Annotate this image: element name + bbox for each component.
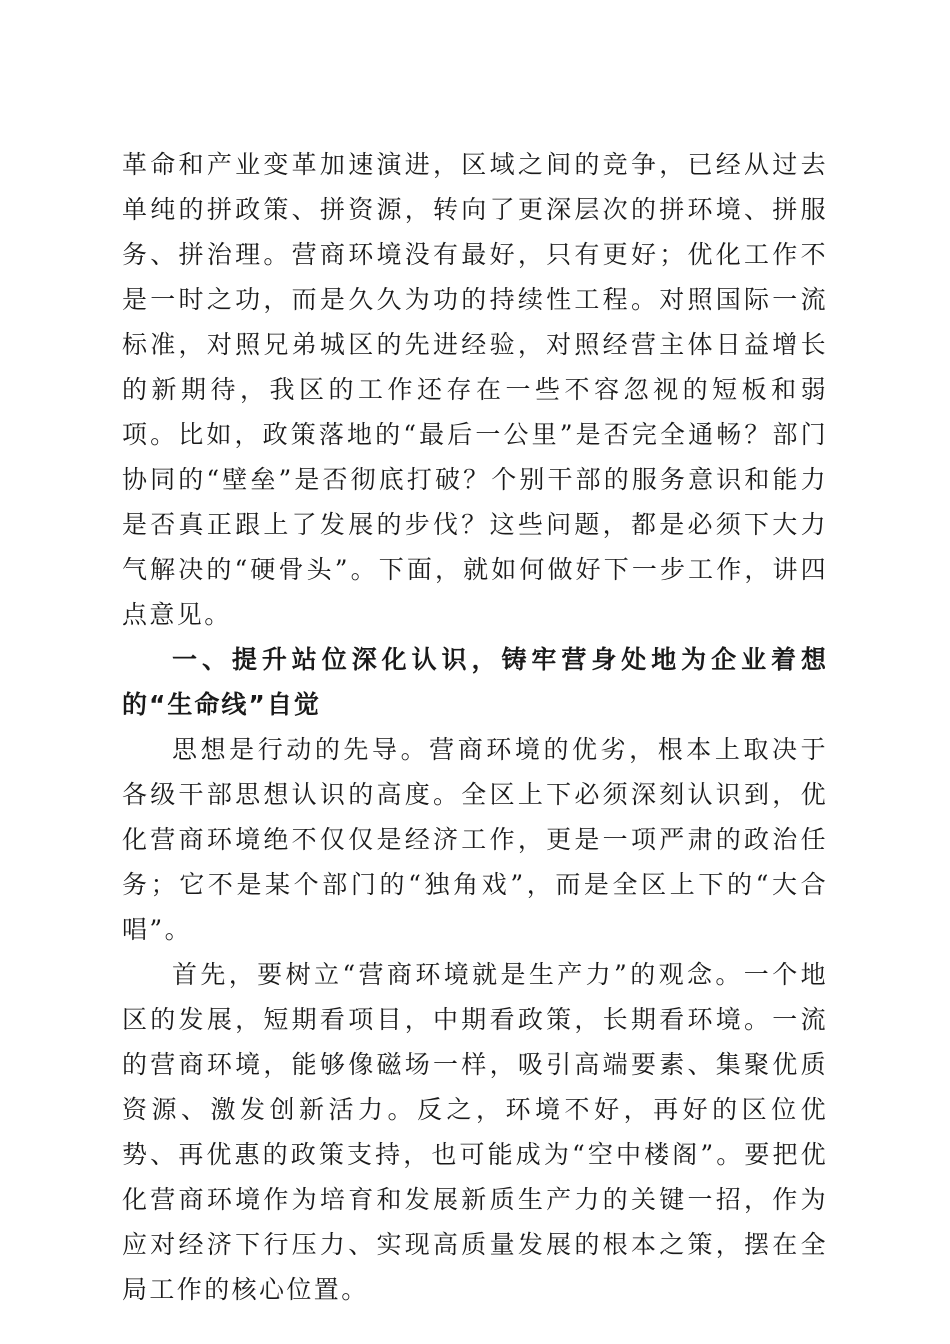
section-heading: 一、提升站位深化认识，铸牢营身处地为企业着想的“生命线”自觉	[122, 645, 828, 719]
body-paragraph-2: 首先，要树立“营商环境就是生产力”的观念。一个地区的发展，短期看项目，中期看政策，长期看环境。一流的营商环境，能够像磁场一样，吸引高端要素、集聚优质资源、激发创新活力。反之，环境不好，再好的区位优势、再优惠的政策支持，也可能成为“空中楼阁”。要把优化营商环境作为培育和发展新质生产力的关键一招，作为应对经济下行压力、实现高质量发展的根本之策，摆在全局工作的核心位置。	[122, 960, 828, 1304]
document-body	[122, 142, 828, 1312]
continuation-paragraph: 革命和产业变革加速演进，区域之间的竞争，已经从过去单纯的拼政策、拼资源，转向了更深层次的拼环境、拼服务、拼治理。营商环境没有最好，只有更好；优化工作不是一时之功，而是久久为功的持续性工程。对照国际一流标准，对照兄弟城区的先进经验，对照经营主体日益增长的新期待，我区的工作还存在一些不容忽视的短板和弱项。比如，政策落地的“最后一公里”是否完全通畅？部门协同的“壁垒”是否彻底打破？个别干部的服务意识和能力是否真正跟上了发展的步伐？这些问题，都是必须下大力气解决的“硬骨头”。下面，就如何做好下一步工作，讲四点意见。	[122, 150, 828, 629]
body-paragraph-1: 思想是行动的先导。营商环境的优劣，根本上取决于各级干部思想认识的高度。全区上下必须深刻认识到，优化营商环境绝不仅仅是经济工作，更是一项严肃的政治任务；它不是某个部门的“独角戏”，而是全区上下的“大合唱”。	[122, 735, 828, 944]
